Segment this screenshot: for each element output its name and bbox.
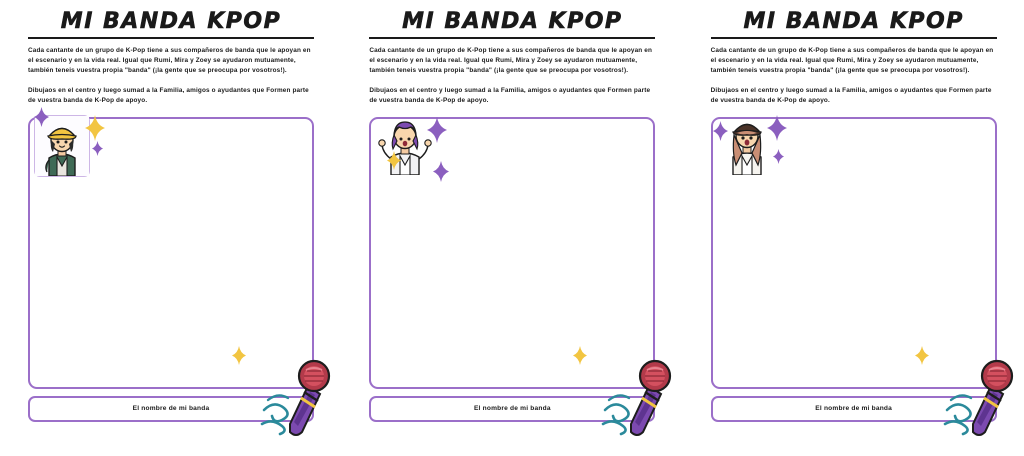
card-content	[369, 6, 655, 426]
sparkle-icon	[915, 346, 929, 365]
avatar-brown-cap-icon	[719, 113, 775, 175]
sparkle-icon	[232, 346, 246, 365]
title-divider	[711, 37, 997, 39]
worksheet-card	[683, 0, 1024, 456]
band-name-field[interactable]	[28, 396, 314, 422]
sparkle-icon	[34, 107, 49, 127]
page-title: MI BANDA KPOP	[743, 9, 964, 34]
band-name-label: El nombre de mi banda	[132, 405, 210, 413]
band-name-field[interactable]	[711, 396, 997, 422]
card-content	[711, 6, 997, 426]
avatar-purple-hair-icon	[377, 113, 433, 175]
page-title: MI BANDA KPOP	[60, 9, 282, 34]
worksheet-card	[341, 0, 682, 456]
intro-paragraph: Cada cantante de un grupo de K-Pop tiene a sus compañeros de banda que le apoyan en el escenario y en la vida real. Igual que Rumi, Mira y Zoey se ayudaron mutuamente, también teneis vuestra propia "banda" (¡la gente que se preocupa por vosotros!).	[28, 47, 311, 75]
instruction-paragraph: Dibujaos en el centro y luego sumad a la Familia, amigos o ayudantes que Formen parte de vuestra banda de K-Pop de apoyo.	[28, 86, 309, 104]
band-name-label: El nombre de mi banda	[815, 405, 893, 413]
title-divider	[369, 37, 655, 39]
worksheet-card	[0, 0, 341, 456]
drawing-area[interactable]	[28, 117, 314, 389]
sparkle-icon	[387, 151, 401, 170]
sparkle-icon	[92, 141, 103, 156]
sparkle-icon	[85, 115, 105, 141]
card-content	[28, 6, 314, 426]
drawing-area[interactable]	[369, 117, 655, 389]
page-title: MI BANDA KPOP	[402, 9, 623, 34]
sparkle-icon	[433, 161, 449, 182]
instruction-paragraph: Dibujaos en el centro y luego sumad a la Familia, amigos o ayudantes que Formen parte de vuestra banda de K-Pop de apoyo.	[710, 86, 992, 104]
band-name-label: El nombre de mi banda	[473, 405, 551, 413]
band-name-field[interactable]	[369, 396, 655, 422]
avatar-yellow-cap-icon	[34, 115, 90, 177]
sparkle-icon	[427, 117, 447, 143]
intro-paragraph: Cada cantante de un grupo de K-Pop tiene a sus compañeros de banda que le apoyan en el escenario y en la vida real. Igual que Rumi, Mira y Zoey se ayudaron mutuamente, también teneis vuestra propia "banda" (¡la gente que se preocupa por vosotros!).	[710, 47, 994, 75]
sparkle-icon	[573, 346, 587, 365]
title-divider	[28, 37, 314, 39]
intro-paragraph: Cada cantante de un grupo de K-Pop tiene a sus compañeros de banda que le apoyan en el escenario y en la vida real. Igual que Rumi, Mira y Zoey se ayudaron mutuamente, también teneis vuestra propia "banda" (¡la gente que se preocupa por vosotros!).	[369, 47, 653, 75]
sparkle-icon	[713, 121, 728, 141]
drawing-area[interactable]	[711, 117, 997, 389]
instruction-paragraph: Dibujaos en el centro y luego sumad a la Familia, amigos o ayudantes que Formen parte de vuestra banda de K-Pop de apoyo.	[369, 86, 651, 104]
sparkle-icon	[767, 115, 787, 141]
sparkle-icon	[773, 149, 784, 164]
